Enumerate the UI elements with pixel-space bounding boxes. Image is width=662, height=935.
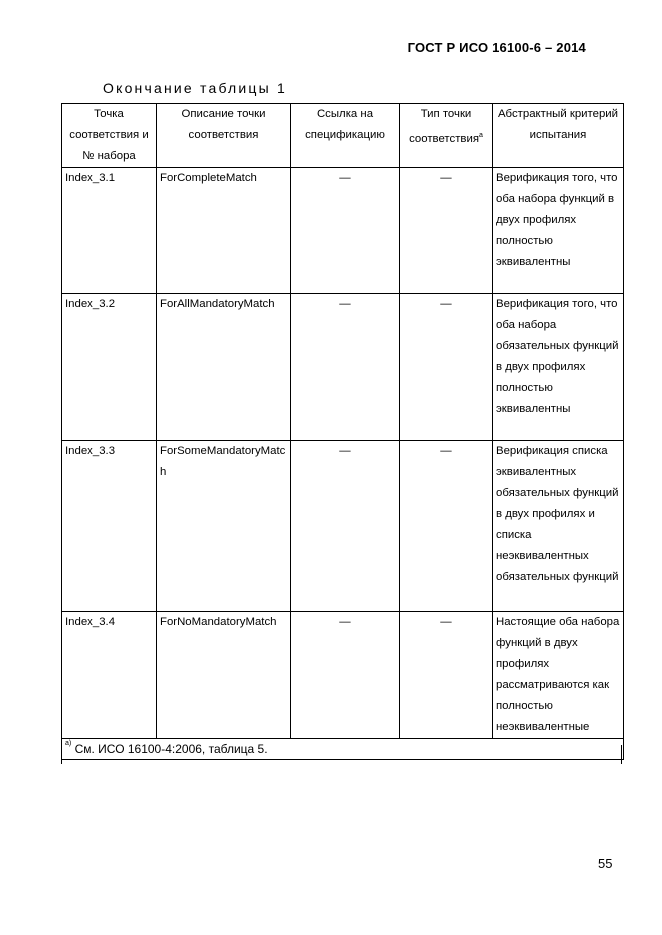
table-row — [62, 441, 624, 612]
table-row — [62, 294, 624, 441]
row-spec-ref: — — [291, 612, 400, 739]
col-header-type-label: Тип точки соответствия — [409, 108, 480, 145]
row-type: — — [400, 441, 493, 612]
row-criterion: Настоящие оба набора функций в двух профилях рассматриваются как полностью неэквивалентные — [493, 612, 624, 739]
row-type: — — [400, 612, 493, 739]
row-criterion: Верификация того, что оба набора обязательных функций в двух профилях полностью эквивалентны — [493, 294, 624, 441]
footnote-mark: а) — [65, 740, 72, 747]
page-number: 55 — [598, 856, 613, 871]
col-header-criterion: Абстрактный критерий испытания — [493, 104, 624, 168]
table-header-row — [62, 104, 624, 168]
row-id: Index_3.4 — [62, 612, 157, 739]
spec-table — [61, 103, 624, 760]
col-header-spec-ref: Ссылка на спецификацию — [291, 104, 400, 168]
row-type: — — [400, 168, 493, 294]
document-header: ГОСТ Р ИСО 16100-6 – 2014 — [407, 40, 586, 55]
row-spec-ref: — — [291, 441, 400, 612]
table-row — [62, 612, 624, 739]
row-description: ForAllMandatoryMatch — [157, 294, 291, 441]
row-id: Index_3.1 — [62, 168, 157, 294]
row-spec-ref: — — [291, 294, 400, 441]
row-criterion: Верификация того, что оба набора функций в двух профилях полностью эквивалентны — [493, 168, 624, 294]
col-header-description: Описание точки соответствия — [157, 104, 291, 168]
row-type: — — [400, 294, 493, 441]
row-criterion: Верификация списка эквивалентных обязательных функций в двух профилях и списка неэквивалентных обязательных функций — [493, 441, 624, 612]
row-spec-ref: — — [291, 168, 400, 294]
row-description: ForSomeMandatoryMatch — [157, 441, 291, 612]
table-right-edge — [621, 745, 622, 764]
row-id: Index_3.2 — [62, 294, 157, 441]
row-description: ForNoMandatoryMatch — [157, 612, 291, 739]
footnote-ref: a — [479, 132, 483, 139]
footnote — [62, 739, 624, 760]
row-description: ForCompleteMatch — [157, 168, 291, 294]
table-row — [62, 168, 624, 294]
footnote-text: См. ИСО 16100-4:2006, таблица 5. — [74, 742, 268, 756]
col-header-type — [400, 104, 493, 168]
col-header-point: Точка соответствия и № набора — [62, 104, 157, 168]
table-caption: Окончание таблицы 1 — [103, 80, 287, 96]
row-id: Index_3.3 — [62, 441, 157, 612]
table-left-edge — [61, 745, 62, 764]
footnote-row — [62, 739, 624, 760]
